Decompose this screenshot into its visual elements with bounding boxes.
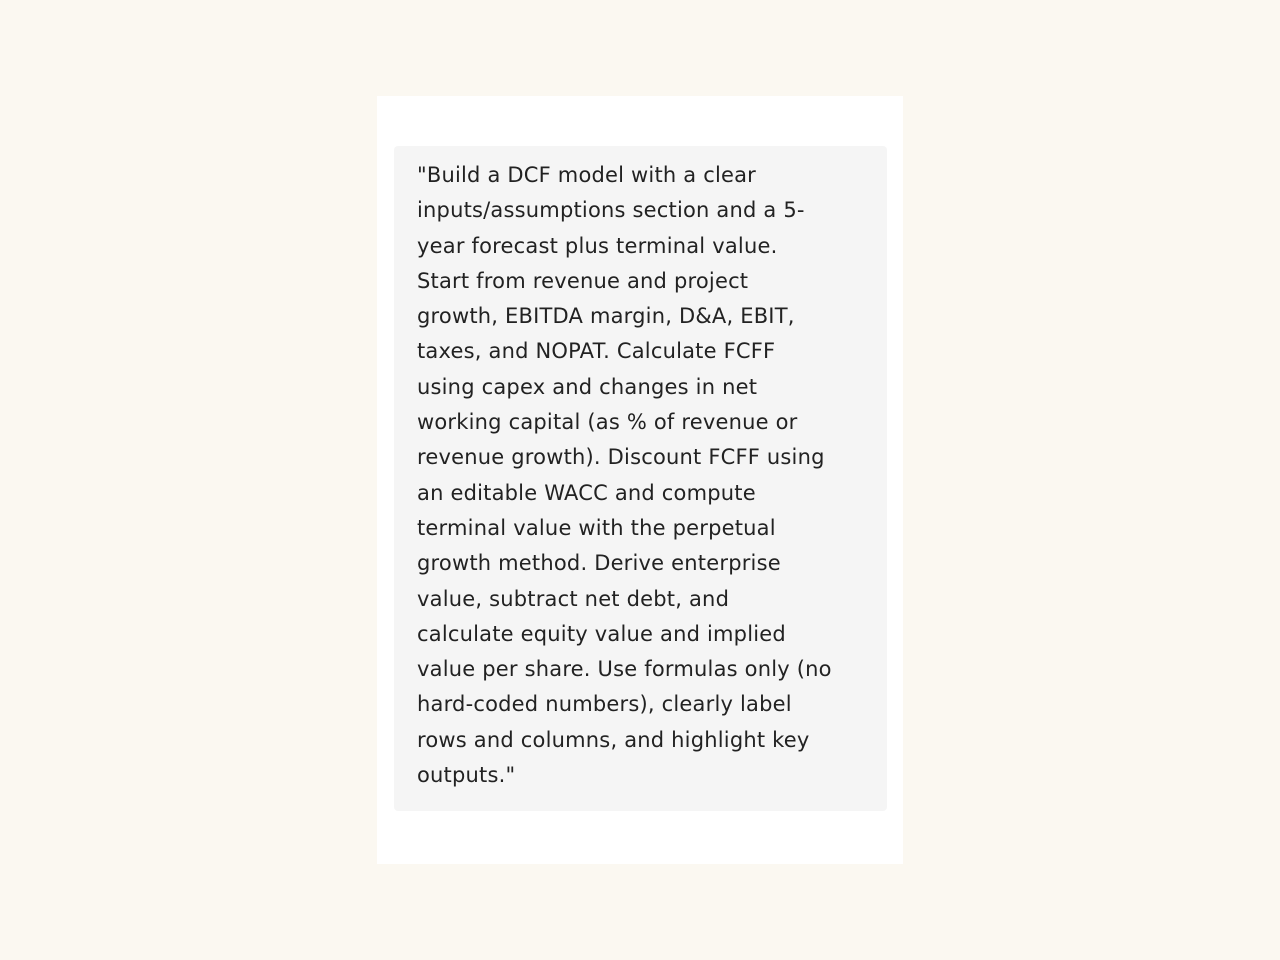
prompt-card [377,96,903,864]
prompt-line: value per share. Use formulas only (no [417,657,832,682]
prompt-line: inputs/assumptions section and a 5- [417,198,805,223]
prompt-line: year forecast plus terminal value. [417,233,778,258]
prompt-line: hard-coded numbers), clearly label [417,692,792,717]
prompt-text-box [394,146,887,811]
prompt-line: using capex and changes in net [417,374,758,399]
prompt-line: terminal value with the perpetual [417,515,776,540]
prompt-line: outputs." [417,763,516,788]
prompt-line: working capital (as % of revenue or [417,410,798,435]
prompt-line: value, subtract net debt, and [417,586,730,611]
prompt-line: growth method. Derive enterprise [417,551,781,576]
prompt-line: growth, EBITDA margin, D&A, EBIT, [417,304,795,329]
prompt-line: revenue growth). Discount FCFF using [417,445,825,470]
prompt-line: an editable WACC and compute [417,480,756,505]
prompt-line: "Build a DCF model with a clear [417,163,757,187]
prompt-line: Start from revenue and project [417,268,749,293]
prompt-line: taxes, and NOPAT. Calculate FCFF [417,339,776,364]
prompt-line: rows and columns, and highlight key [417,727,810,752]
prompt-line: calculate equity value and implied [417,621,786,646]
